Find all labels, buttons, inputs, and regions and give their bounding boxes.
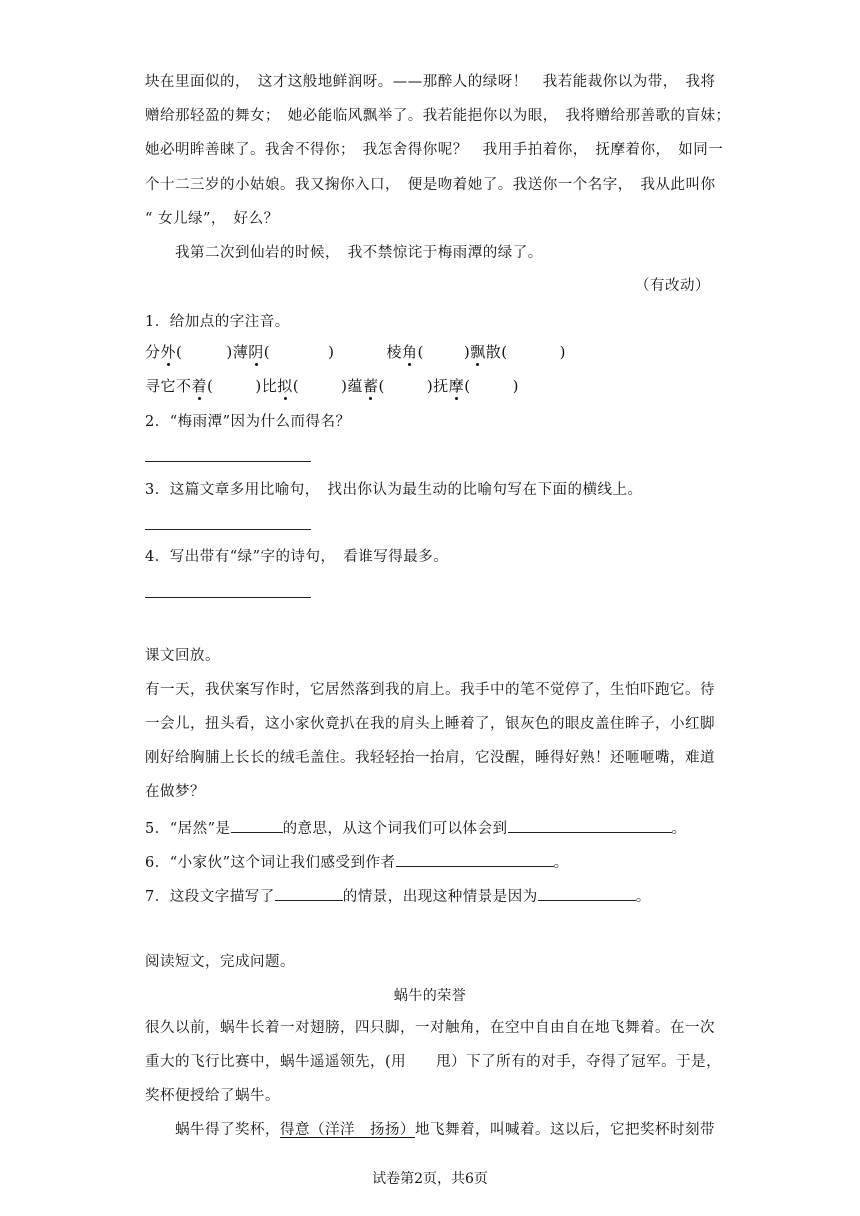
answer-line[interactable] [145,597,311,598]
passage-line: 赠给那轻盈的舞女； 她必能临风飘举了。我若能挹你以为眼， 我将赠给那善歌的盲妹； [145,108,731,124]
question-7 [145,884,651,907]
source-note: （有改动） [635,278,710,294]
paren-close: ) [559,343,566,361]
passage-line: 重大的飞行比赛中，蜗牛遥遥领先，(用 甩）下了所有的对手，夺得了冠军。于是， [145,1054,722,1070]
pinyin-item: 寻它不着( [145,377,214,395]
paren-close: ) [512,377,519,395]
answer-line[interactable] [145,461,311,462]
paren-close: ) [328,343,335,361]
passage-line: “ 女儿绿”， 好么？ [145,211,279,227]
question-3: 3．这篇文章多用比喻句， 找出你认为最生动的比喻句写在下面的横线上。 [145,482,643,498]
dotted-char: 阴 [248,343,264,361]
dotted-char: 蓄 [362,377,379,395]
page-footer: 试卷第2页，共6页 [372,1171,488,1187]
question-5-text: 5．“居然”是 [145,821,231,837]
pinyin-item: )抚摩( [426,377,471,395]
passage-line: 有一天，我伏案写作时，它居然落到我的肩上。我手中的笔不觉停了，生怕吓跑它。待 [145,682,715,698]
pinyin-item: )蕴蓄( [341,377,385,395]
fill-blank[interactable] [275,884,343,901]
section-heading: 课文回放。 [145,648,220,664]
story-title: 蜗牛的荣誉 [393,988,467,1004]
passage-text: 地飞舞着，叫喊着。这以后，它把奖杯时刻带 [415,1122,715,1138]
fill-blank[interactable] [396,850,554,867]
pinyin-item: )飘散( [463,343,508,361]
question-1-row-2 [145,376,519,396]
section-heading: 阅读短文，完成问题。 [145,954,295,970]
passage-line: 她必明眸善睐了。我舍不得你； 我怎舍得你呢？ 我用手拍着你， 抚摩着你， 如同一 [145,142,724,158]
passage-text: 蜗牛得了奖杯， [175,1122,280,1138]
fill-blank[interactable] [231,816,283,833]
pinyin-item: )比拟( [255,377,300,395]
fill-blank[interactable] [508,816,672,833]
question-7-text: 7．这段文字描写了 [145,889,275,905]
passage-line [175,1120,715,1140]
passage-line: 一会儿，扭头看，这小家伙竟扒在我的肩头上睡着了，银灰色的眼皮盖住眸子，小红脚 [145,716,715,732]
dotted-char: 外 [160,343,177,361]
passage-line: 在做梦？ [145,784,205,800]
dotted-char: 摩 [448,377,465,395]
question-5-text: 。 [671,821,687,837]
question-2: 2．“梅雨潭”因为什么而得名？ [145,414,351,430]
passage-line: 奖杯便授给了蜗牛。 [145,1088,280,1104]
passage-line: 个十二三岁的小姑娘。我又掬你入口， 便是吻着她了。我送你一个名字， 我从此叫你 [145,177,716,193]
dotted-char: 着 [191,377,208,395]
passage-line: 很久以前，蜗牛长着一对翅膀，四只脚，一对触角，在空中自由自在地飞舞着。在一次 [145,1020,715,1036]
underlined-choice: 得意（洋洋 扬扬） [280,1122,415,1138]
question-1-title: 1．给加点的字注音。 [145,314,290,330]
passage-closing: 我第二次到仙岩的时候， 我不禁惊诧于梅雨潭的绿了。 [175,245,543,261]
question-7-text: 。 [635,889,651,905]
pinyin-item: 棱角( [386,343,424,361]
question-6-text: 6．“小家伙”这个词让我们感受到作者 [145,855,396,871]
answer-line[interactable] [145,529,311,530]
question-1-row-1 [145,342,566,362]
passage-line: 刚好给胸脯上长长的绒毛盖住。我轻轻抬一抬肩，它没醒，睡得好熟！还咂咂嘴，难道 [145,750,715,766]
question-6-text: 。 [553,855,569,871]
passage-line: 块在里面似的， 这才这般地鲜润呀。——那醉人的绿呀！ 我若能裁你以为带， 我将 [145,74,716,90]
pinyin-item: 分外( [145,343,183,361]
question-5-text: 的意思，从这个词我们可以体会到 [282,821,508,837]
dotted-char: 拟 [277,377,293,395]
pinyin-item: )薄阴( [226,343,271,361]
question-6 [145,850,569,873]
question-5 [145,816,687,839]
question-4: 4．写出带有“绿”字的诗句， 看谁写得最多。 [145,549,449,565]
dotted-char: 飘 [470,343,486,361]
question-7-text: 的情景，出现这种情景是因为 [342,889,538,905]
fill-blank[interactable] [538,884,636,901]
dotted-char: 角 [402,343,418,361]
